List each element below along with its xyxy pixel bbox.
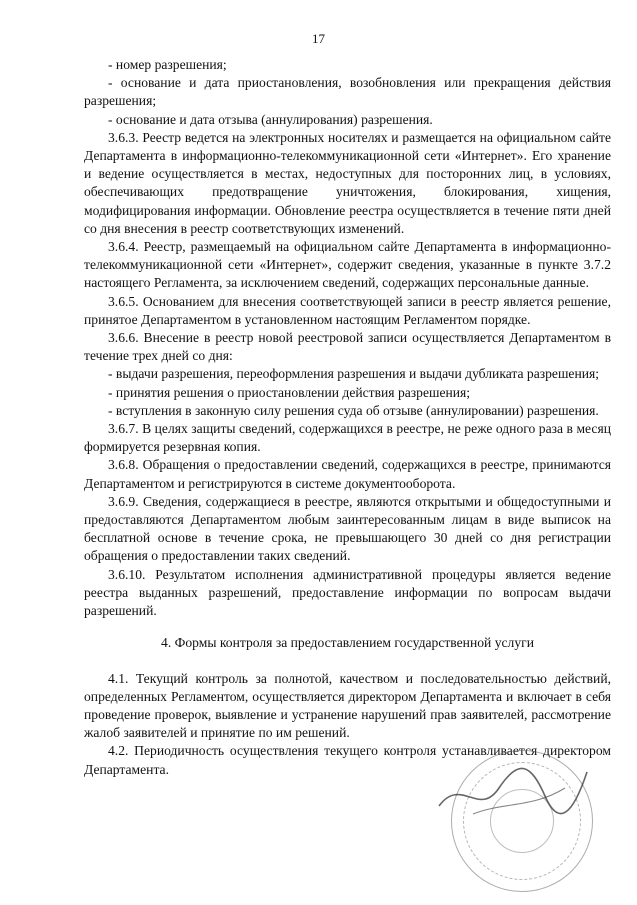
paragraph-3-6-7: 3.6.7. В целях защиты сведений, содержащихся в реестре, не реже одного раза в месяц формируется резервная копия. (84, 421, 611, 455)
paragraph-3-6-5: 3.6.5. Основанием для внесения соответствующей записи в реестр является решение, принятое Департаментом в установленном настоящим Регламентом порядке. (84, 293, 611, 327)
page-number: 17 (312, 31, 325, 46)
list-item: - выдачи разрешения, переоформления разрешения и выдачи дубликата разрешения; (108, 366, 600, 382)
paragraph-3-6-6: 3.6.6. Внесение в реестр новой реестровой записи осуществляется Департаментом в течение трех дней со дня: (84, 330, 611, 364)
paragraph-4-2: 4.2. Периодичность осуществления текущего контроля устанавливается директором Департамента. (84, 743, 611, 777)
paragraph-3-6-3: 3.6.3. Реестр ведется на электронных носителях и размещается на официальном сайте Департамента в информационно-телекоммуникационной сети «Интернет». Его хранение и ведение осуществляется в местах, недоступных для посторонних лиц, в условиях, обеспечивающих предотвращение уничтожения, блокирования, хищения, модифицирования информации. Обновление реестра осуществляется в течение пяти дней со дня внесения в реестр соответствующих изменений. (84, 129, 611, 236)
paragraph-3-6-9: 3.6.9. Сведения, содержащиеся в реестре, являются открытыми и общедоступными и предоставляются Департаментом любым заинтересованным лицам в виде выписок на бесплатной основе в течение срока, не превышающего 30 дней со дня регистрации обращения о предоставлении таких сведений. (84, 493, 611, 564)
paragraph-3-6-8: 3.6.8. Обращения о предоставлении сведений, содержащихся в реестре, принимаются Департаментом и регистрируются в системе документооборота. (84, 457, 611, 491)
paragraph-3-6-4: 3.6.4. Реестр, размещаемый на официальном сайте Департамента в информационно-телекоммуникационной сети «Интернет», содержит сведения, указанные в пункте 3.7.2 настоящего Регламента, за исключением сведений, содержащих персональные данные. (84, 239, 611, 291)
list-item: - основание и дата отзыва (аннулирования) разрешения. (108, 111, 433, 127)
list-item: - вступления в законную силу решения суда об отзыве (аннулировании) разрешения. (108, 402, 599, 418)
document-body (84, 56, 611, 779)
list-item: - принятия решения о приостановлении действия разрешения; (108, 384, 471, 400)
paragraph-3-6-10: 3.6.10. Результатом исполнения административной процедуры является ведение реестра выданных разрешений, предоставление информации по вопросам выдачи разрешений. (84, 566, 611, 619)
list-item: - основание и дата приостановления, возобновления или прекращения действия разрешения; (84, 75, 611, 109)
paragraph-4-1: 4.1. Текущий контроль за полнотой, качеством и последовательностью действий, определенных Регламентом, осуществляется директором Департамента и включает в себя проведение проверок, выявление и устранение нарушений прав заявителей, рассмотрение жалоб заявителей и принятие по им решений. (84, 670, 611, 741)
section-heading: 4. Формы контроля за предоставлением государственной услуги (161, 635, 534, 651)
list-item: - номер разрешения; (108, 57, 227, 72)
